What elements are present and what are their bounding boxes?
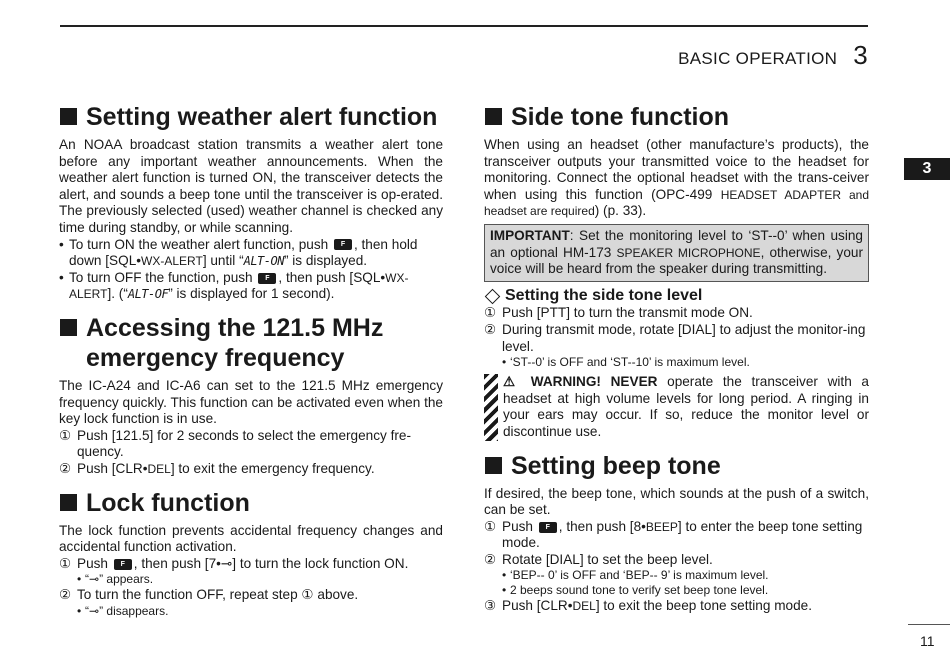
side-tone-step-2: ② During transmit mode, rotate [DIAL] to adjust the monitor-ing level. bbox=[484, 321, 866, 354]
function-key-icon: F bbox=[334, 239, 352, 250]
square-bullet-icon bbox=[485, 108, 502, 125]
key-icon: ⊸ bbox=[89, 572, 100, 587]
side-tone-step-2-note: • ‘ST--0’ is OFF and ‘ST--10’ is maximum level. bbox=[502, 355, 750, 370]
beep-step-2-note-1: • ‘BEP-- 0’ is OFF and ‘BEP-- 9’ is maximum level. bbox=[502, 568, 769, 583]
chapter-title: BASIC OPERATION bbox=[678, 49, 838, 68]
beep-step-3: ③ Push [CLR•DEL] to exit the beep tone setting mode. bbox=[484, 598, 812, 614]
chapter-header bbox=[678, 40, 868, 71]
beep-step-2: ② Rotate [DIAL] to set the beep level. bbox=[484, 551, 713, 567]
top-rule bbox=[60, 25, 868, 27]
left-column bbox=[59, 102, 443, 629]
function-key-icon: F bbox=[258, 273, 276, 284]
lock-section bbox=[59, 488, 443, 619]
diamond-bullet-icon bbox=[485, 288, 501, 304]
right-column bbox=[484, 102, 869, 625]
square-bullet-icon bbox=[60, 319, 77, 336]
beep-body: If desired, the beep tone, which sounds at the push of a switch, can be set. bbox=[484, 485, 869, 518]
lock-step-2: ② To turn the function OFF, repeat step ① above. bbox=[59, 587, 359, 603]
weather-alert-section bbox=[59, 102, 443, 303]
emergency-step-1: ① Push [121.5] for 2 seconds to select the emergency fre-quency. bbox=[59, 427, 411, 460]
lock-body: The lock function prevents accidental frequency changes and accidental function activation. bbox=[59, 522, 443, 555]
lcd-alt-off-text: ALT-OF bbox=[127, 287, 169, 302]
weather-on-bullet: • To turn ON the weather alert function, push F , then hold down [SQL•WX-ALERT] until “ALT-ON” is displayed. bbox=[59, 236, 418, 269]
square-bullet-icon bbox=[60, 108, 77, 125]
side-tone-section bbox=[484, 102, 869, 441]
function-key-icon: F bbox=[114, 559, 132, 570]
lock-heading: Lock function bbox=[59, 488, 443, 518]
page-number-rule bbox=[908, 624, 950, 625]
beep-section bbox=[484, 451, 869, 616]
chapter-number: 3 bbox=[853, 40, 868, 70]
side-tone-heading: Side tone function bbox=[484, 102, 869, 132]
beep-step-2-note-2: • 2 beeps sound tone to verify set beep tone level. bbox=[502, 583, 769, 598]
page-number: 11 bbox=[920, 633, 935, 649]
beep-step-1: ① Push F , then push [8•BEEP] to enter the beep tone setting mode. bbox=[484, 518, 863, 551]
function-key-icon: F bbox=[539, 522, 557, 533]
square-bullet-icon bbox=[60, 494, 77, 511]
lock-step-1: ① Push F , then push [7•⊸] to turn the lock function ON. bbox=[59, 555, 409, 571]
key-icon: ⊸ bbox=[220, 555, 233, 571]
warning-box: ⚠ WARNING! NEVER operate the transceiver with a headset at high volume levels for long period. A ringing in your ears may occur. If so, reduce the monitor level or discontinue use. bbox=[484, 374, 869, 440]
emergency-body: The IC-A24 and IC-A6 can set to the 121.5 MHz emergency frequency quickly. This function can be activated even when the key lock function is in use. bbox=[59, 377, 443, 427]
emergency-section bbox=[59, 313, 443, 478]
important-note-box: IMPORTANT: Set the monitoring level to ‘ST--0’ when using an optional HM-173 SPEAKER MICROPHONE, otherwise, your voice will be heard from the speaker during transmitting. bbox=[484, 224, 869, 282]
lock-step-1-note: • “⊸” appears. bbox=[77, 572, 154, 587]
weather-alert-body: An NOAA broadcast station transmits a weather alert tone before any important weather announcements. When the weather alert function is turned ON, the transceiver detects the alert, and sounds a beep tone until the transceiver is op-erated. The previously selected (used) weather channel is checked any time during standby, or while scanning. bbox=[59, 137, 443, 235]
lock-step-2-note: • “⊸” disappears. bbox=[77, 603, 169, 618]
square-bullet-icon bbox=[485, 457, 502, 474]
weather-off-bullet: • To turn OFF the function, push F , then push [SQL•WX-ALERT]. (“ALT-OF” is displayed for 1 second). bbox=[59, 269, 409, 302]
side-tone-level-subheading: Setting the side tone level bbox=[484, 288, 869, 305]
emergency-step-2: ② Push [CLR•DEL] to exit the emergency frequency. bbox=[59, 460, 375, 476]
lcd-alt-on-text: ALT-ON bbox=[243, 254, 284, 269]
warning-stripes-icon bbox=[484, 374, 498, 440]
side-tone-step-1: ① Push [PTT] to turn the transmit mode ON. bbox=[484, 305, 753, 321]
beep-heading: Setting beep tone bbox=[484, 451, 869, 481]
weather-alert-heading: Setting weather alert function bbox=[59, 102, 443, 132]
side-tone-body: When using an headset (other manufacture’s products), the transceiver outputs your transmitted voice to the headset for monitoring. Connect the optional headset with the trans-ceiver when using this function (OPC-499 HEADSET ADAPTER and headset are required) (p. 33). bbox=[484, 137, 869, 219]
emergency-heading: Accessing the 121.5 MHz emergency frequency bbox=[59, 313, 443, 373]
key-icon: ⊸ bbox=[89, 603, 100, 618]
chapter-side-tab: 3 bbox=[904, 158, 950, 180]
